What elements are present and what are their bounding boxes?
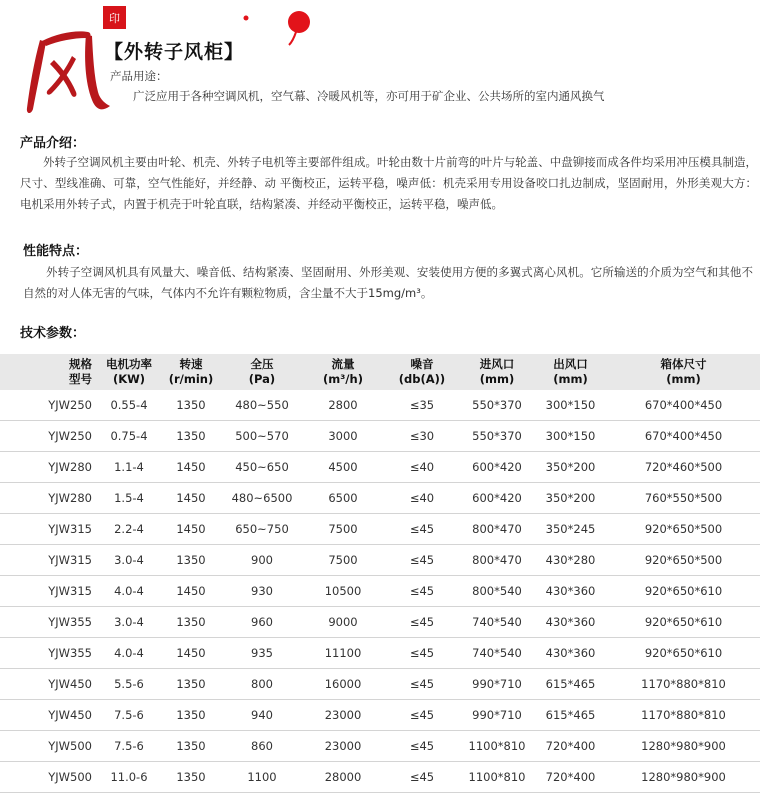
- specs-heading: 技术参数：: [20, 326, 86, 341]
- table-cell: 1450: [160, 514, 222, 545]
- table-cell: 430*280: [534, 545, 607, 576]
- intro-heading: 产品介绍：: [20, 136, 86, 151]
- column-header-unit: (mm): [553, 372, 588, 386]
- table-cell: 28000: [302, 762, 384, 793]
- table-cell: 960: [222, 607, 302, 638]
- column-header-unit: (KW): [112, 372, 146, 386]
- table-cell: ≤45: [384, 638, 460, 669]
- column-header-label: 箱体尺寸: [660, 357, 707, 371]
- table-row: [0, 421, 760, 452]
- table-cell: 3.0-4: [98, 607, 160, 638]
- column-header: [460, 354, 534, 390]
- table-cell: 920*650*610: [607, 638, 760, 669]
- table-cell: 7.5-6: [98, 700, 160, 731]
- table-cell: 1.5-4: [98, 483, 160, 514]
- table-cell: 480~550: [222, 390, 302, 421]
- specs-table-wrap: [0, 354, 760, 793]
- table-cell: YJW315: [0, 545, 98, 576]
- column-header: [302, 354, 384, 390]
- table-cell: 740*540: [460, 638, 534, 669]
- table-cell: 900: [222, 545, 302, 576]
- table-cell: 430*360: [534, 607, 607, 638]
- table-body: [0, 390, 760, 793]
- table-cell: 1450: [160, 638, 222, 669]
- table-cell: ≤45: [384, 669, 460, 700]
- column-header: [160, 354, 222, 390]
- table-cell: YJW500: [0, 762, 98, 793]
- table-cell: 720*400: [534, 731, 607, 762]
- column-header: [98, 354, 160, 390]
- table-cell: 4500: [302, 452, 384, 483]
- table-cell: 670*400*450: [607, 390, 760, 421]
- table-cell: 16000: [302, 669, 384, 700]
- table-cell: 1350: [160, 731, 222, 762]
- table-cell: 920*650*610: [607, 607, 760, 638]
- table-cell: 7.5-6: [98, 731, 160, 762]
- usage-label: 产品用途：: [110, 69, 168, 83]
- table-cell: ≤45: [384, 545, 460, 576]
- table-row: [0, 700, 760, 731]
- table-row: [0, 638, 760, 669]
- table-cell: 0.55-4: [98, 390, 160, 421]
- table-cell: 11.0-6: [98, 762, 160, 793]
- column-header-label: 电机功率: [106, 357, 152, 371]
- table-row: [0, 607, 760, 638]
- table-cell: 7500: [302, 514, 384, 545]
- table-cell: 7500: [302, 545, 384, 576]
- features-paragraph: 外转子空调风机具有风量大、噪音低、结构紧凑、坚固耐用、外形美观、安装使用方便的多翼式离心风机。它所输送的介质为空气和其他不自然的对人体无害的气味，气体内不允许有颗粒物质，含尘量不大于15mg/m³。: [23, 265, 753, 300]
- column-header: [534, 354, 607, 390]
- table-cell: 350*200: [534, 483, 607, 514]
- table-row: [0, 576, 760, 607]
- column-header-label: 噪音: [410, 357, 434, 371]
- table-row: [0, 669, 760, 700]
- table-cell: 480~6500: [222, 483, 302, 514]
- column-header: [607, 354, 760, 390]
- table-cell: 1100*810: [460, 731, 534, 762]
- table-cell: 990*710: [460, 700, 534, 731]
- table-cell: ≤45: [384, 576, 460, 607]
- table-cell: 0.75-4: [98, 421, 160, 452]
- table-cell: YJW315: [0, 514, 98, 545]
- table-cell: 600*420: [460, 483, 534, 514]
- table-cell: 720*460*500: [607, 452, 760, 483]
- column-header-unit: (mm): [479, 372, 515, 386]
- table-cell: 930: [222, 576, 302, 607]
- table-cell: YJW280: [0, 452, 98, 483]
- table-cell: 450~650: [222, 452, 302, 483]
- table-cell: 650~750: [222, 514, 302, 545]
- table-cell: 1350: [160, 390, 222, 421]
- column-header-label: 流量: [331, 357, 355, 371]
- table-cell: 1350: [160, 607, 222, 638]
- table-cell: 800*470: [460, 514, 534, 545]
- table-cell: 550*370: [460, 421, 534, 452]
- table-cell: 800*470: [460, 545, 534, 576]
- features-heading: 性能特点：: [23, 244, 89, 259]
- table-cell: 615*465: [534, 669, 607, 700]
- table-cell: 920*650*500: [607, 545, 760, 576]
- table-cell: 2800: [302, 390, 384, 421]
- table-row: [0, 483, 760, 514]
- table-cell: ≤45: [384, 700, 460, 731]
- table-cell: 23000: [302, 700, 384, 731]
- table-cell: 3.0-4: [98, 545, 160, 576]
- table-cell: ≤30: [384, 421, 460, 452]
- table-cell: 740*540: [460, 607, 534, 638]
- table-cell: YJW450: [0, 669, 98, 700]
- table-cell: YJW250: [0, 421, 98, 452]
- column-header-label: 转速: [179, 357, 203, 371]
- table-cell: 1350: [160, 421, 222, 452]
- table-cell: 430*360: [534, 576, 607, 607]
- table-cell: ≤45: [384, 762, 460, 793]
- table-cell: YJW450: [0, 700, 98, 731]
- usage-text: 广泛应用于各种空调风机，空气幕、冷暖风机等，亦可用于矿企业、公共场所的室内通风换气: [133, 89, 605, 103]
- table-cell: 23000: [302, 731, 384, 762]
- table-cell: ≤35: [384, 390, 460, 421]
- table-cell: 430*360: [534, 638, 607, 669]
- table-cell: 350*245: [534, 514, 607, 545]
- table-cell: 800*540: [460, 576, 534, 607]
- table-cell: YJW355: [0, 638, 98, 669]
- column-header-unit: (r/min): [168, 372, 214, 386]
- table-row: [0, 762, 760, 793]
- table-cell: 1.1-4: [98, 452, 160, 483]
- table-cell: YJW280: [0, 483, 98, 514]
- table-row: [0, 545, 760, 576]
- specs-table: [0, 354, 760, 793]
- column-header: [222, 354, 302, 390]
- table-cell: ≤40: [384, 483, 460, 514]
- column-header-label: 进风口: [479, 357, 515, 371]
- table-cell: 1170*880*810: [607, 669, 760, 700]
- column-header-unit: (m³/h): [323, 372, 363, 386]
- table-cell: 1350: [160, 545, 222, 576]
- column-header-unit: 型号: [69, 372, 92, 386]
- svg-text:印: 印: [109, 12, 120, 25]
- column-header: [0, 354, 98, 390]
- table-cell: 1450: [160, 483, 222, 514]
- table-cell: 615*465: [534, 700, 607, 731]
- table-row: [0, 731, 760, 762]
- table-cell: 1280*980*900: [607, 731, 760, 762]
- table-cell: 1450: [160, 452, 222, 483]
- table-cell: YJW355: [0, 607, 98, 638]
- table-cell: ≤40: [384, 452, 460, 483]
- seal-stamp-icon: [103, 6, 126, 29]
- table-cell: 670*400*450: [607, 421, 760, 452]
- table-cell: 1100*810: [460, 762, 534, 793]
- table-cell: 6500: [302, 483, 384, 514]
- table-cell: 1450: [160, 576, 222, 607]
- table-cell: 1350: [160, 669, 222, 700]
- table-cell: 4.0-4: [98, 576, 160, 607]
- table-cell: 1280*980*900: [607, 762, 760, 793]
- red-dot-icon: [288, 11, 310, 33]
- table-cell: 3000: [302, 421, 384, 452]
- table-cell: 1170*880*810: [607, 700, 760, 731]
- table-cell: 920*650*500: [607, 514, 760, 545]
- table-cell: 990*710: [460, 669, 534, 700]
- table-row: [0, 452, 760, 483]
- table-cell: 1350: [160, 762, 222, 793]
- table-header-row: [0, 354, 760, 390]
- table-row: [0, 514, 760, 545]
- table-cell: 720*400: [534, 762, 607, 793]
- column-header-unit: (mm): [666, 372, 701, 386]
- table-cell: 10500: [302, 576, 384, 607]
- column-header: [384, 354, 460, 390]
- intro-paragraph: 外转子空调风机主要由叶轮、机壳、外转子电机等主要部件组成。叶轮由数十片前弯的叶片与轮盖、中盘铆接而成各件均采用冲压模具制造，尺寸、型线准确、可靠，空气性能好，并经静、动 平衡校正，运转平稳，噪声低：机壳采用专用设备咬口扎边制成，坚固耐用，外形美观大方：电机采用外转子式，内置于机壳于叶轮直联，结构紧凑、并经动平衡校正，运转平稳，噪声低。: [20, 155, 757, 211]
- table-cell: YJW500: [0, 731, 98, 762]
- table-cell: ≤45: [384, 731, 460, 762]
- column-header-unit: (Pa): [248, 372, 276, 386]
- column-header-label: 全压: [250, 357, 274, 371]
- product-title: 【外转子风柜】: [104, 41, 245, 63]
- table-cell: ≤45: [384, 607, 460, 638]
- column-header-unit: (db(A)): [398, 372, 446, 386]
- table-row: [0, 390, 760, 421]
- table-cell: 2.2-4: [98, 514, 160, 545]
- table-cell: 600*420: [460, 452, 534, 483]
- table-cell: 920*650*610: [607, 576, 760, 607]
- table-cell: 940: [222, 700, 302, 731]
- table-cell: 800: [222, 669, 302, 700]
- table-cell: 300*150: [534, 390, 607, 421]
- column-header-label: 规格: [69, 357, 92, 371]
- table-cell: 5.5-6: [98, 669, 160, 700]
- table-cell: 760*550*500: [607, 483, 760, 514]
- table-cell: 860: [222, 731, 302, 762]
- table-cell: 11100: [302, 638, 384, 669]
- table-cell: 500~570: [222, 421, 302, 452]
- table-cell: YJW315: [0, 576, 98, 607]
- table-cell: 4.0-4: [98, 638, 160, 669]
- table-cell: 9000: [302, 607, 384, 638]
- table-cell: ≤45: [384, 514, 460, 545]
- table-cell: 1100: [222, 762, 302, 793]
- table-cell: 300*150: [534, 421, 607, 452]
- table-cell: 1350: [160, 700, 222, 731]
- table-cell: 935: [222, 638, 302, 669]
- table-cell: 350*200: [534, 452, 607, 483]
- table-cell: 550*370: [460, 390, 534, 421]
- table-cell: YJW250: [0, 390, 98, 421]
- column-header-label: 出风口: [553, 357, 588, 371]
